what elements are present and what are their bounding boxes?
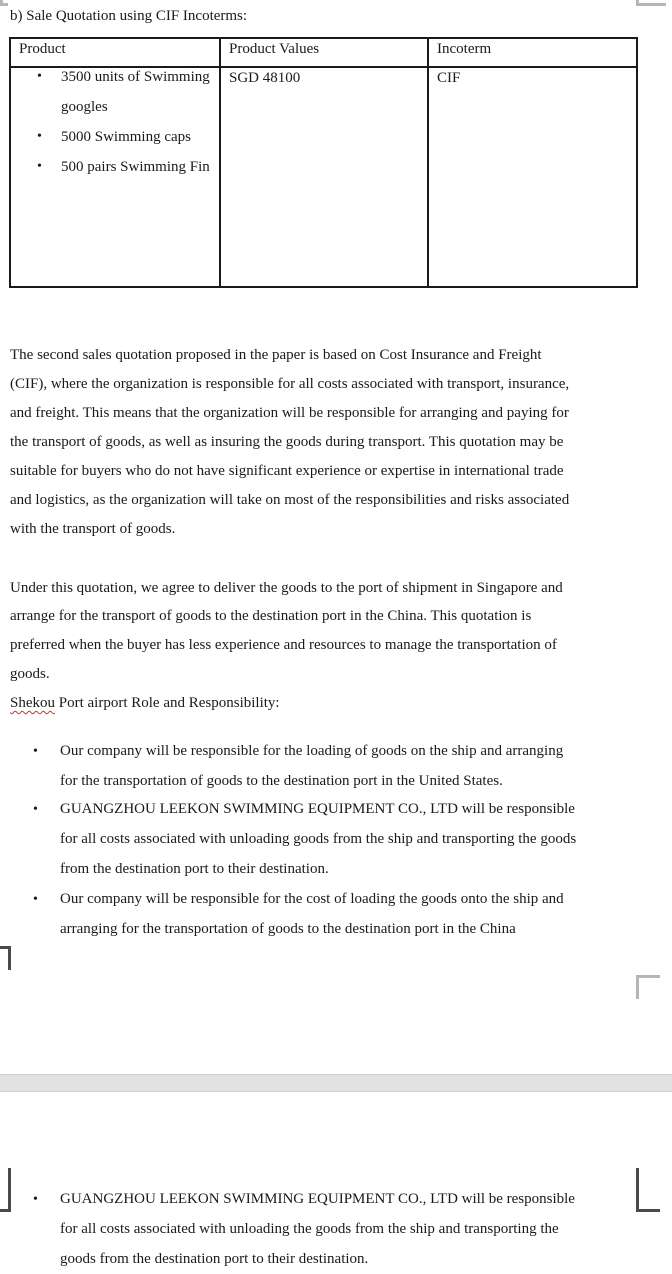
crop-mark — [636, 975, 660, 978]
text-line: for all costs associated with unloading the goods from the ship and transporting the — [60, 1221, 559, 1237]
text-line: the transport of goods, as well as insuring the goods during transport. This quotation may be — [10, 434, 564, 450]
bullet-icon: • — [33, 892, 38, 907]
text-line: (CIF), where the organization is responsible for all costs associated with transport, insurance, — [10, 376, 570, 392]
product-cell — [10, 67, 220, 287]
crop-mark — [8, 1168, 11, 1212]
crop-mark — [636, 975, 639, 999]
page-break — [0, 1074, 672, 1092]
text-line: for all costs associated with unloading goods from the ship and transporting the goods — [60, 831, 577, 847]
crop-mark — [636, 1209, 660, 1212]
text-line: for the transportation of goods to the destination port in the United States. — [60, 773, 503, 789]
table-header-cell: Product Values — [220, 38, 428, 67]
text-line: GUANGZHOU LEEKON SWIMMING EQUIPMENT CO., LTD will be responsible — [60, 1191, 575, 1207]
product-value-cell: SGD 48100 — [220, 67, 428, 287]
text-line: Our company will be responsible for the cost of loading the goods onto the ship and — [60, 891, 564, 907]
crop-mark — [8, 946, 11, 970]
crop-mark — [636, 0, 639, 6]
role-heading-text: Port airport Role and Responsibility: — [55, 695, 280, 711]
crop-mark — [636, 1168, 639, 1212]
spelling-error-word[interactable]: Shekou — [10, 695, 55, 711]
crop-mark — [0, 1209, 10, 1212]
text-line: and logistics, as the organization will take on most of the responsibilities and risks associated — [10, 492, 570, 508]
crop-mark — [636, 3, 666, 6]
text-line: goods from the destination port to their destination. — [60, 1251, 369, 1267]
table-header-cell: Product — [10, 38, 220, 67]
text-line: goods. — [10, 666, 50, 682]
role-heading — [10, 695, 280, 712]
product-list — [11, 62, 219, 182]
text-line: arrange for the transport of goods to the destination port in the China. This quotation is — [10, 608, 532, 624]
text-line: arranging for the transportation of goods to the destination port in the China — [60, 921, 516, 937]
product-item: • 3500 units of Swimming googles — [11, 62, 211, 122]
text-line: with the transport of goods. — [10, 521, 176, 537]
table-header-cell: Incoterm — [428, 38, 637, 67]
quotation-table — [9, 37, 638, 288]
text-line: GUANGZHOU LEEKON SWIMMING EQUIPMENT CO., LTD will be responsible — [60, 801, 575, 817]
bullet-icon: • — [33, 744, 38, 759]
text-line: from the destination port to their destination. — [60, 861, 329, 877]
bullet-icon: • — [33, 802, 38, 817]
text-line: and freight. This means that the organization will be responsible for arranging and paying for — [10, 405, 569, 421]
incoterm-cell: CIF — [428, 67, 637, 287]
text-line: The second sales quotation proposed in the paper is based on Cost Insurance and Freight — [10, 347, 542, 363]
bullet-icon: • — [33, 1192, 38, 1207]
text-line: preferred when the buyer has less experience and resources to manage the transportation of — [10, 637, 557, 653]
product-item: • 500 pairs Swimming Fin — [11, 152, 211, 182]
table-row — [10, 67, 637, 287]
text-line: Our company will be responsible for the loading of goods on the ship and arranging — [60, 743, 564, 759]
product-item: • 5000 Swimming caps — [11, 122, 211, 152]
section-heading: b) Sale Quotation using CIF Incoterms: — [10, 8, 248, 24]
text-line: Under this quotation, we agree to deliver the goods to the port of shipment in Singapore and — [10, 580, 563, 596]
text-line: suitable for buyers who do not have significant experience or expertise in international trade — [10, 463, 564, 479]
crop-mark — [0, 3, 8, 6]
